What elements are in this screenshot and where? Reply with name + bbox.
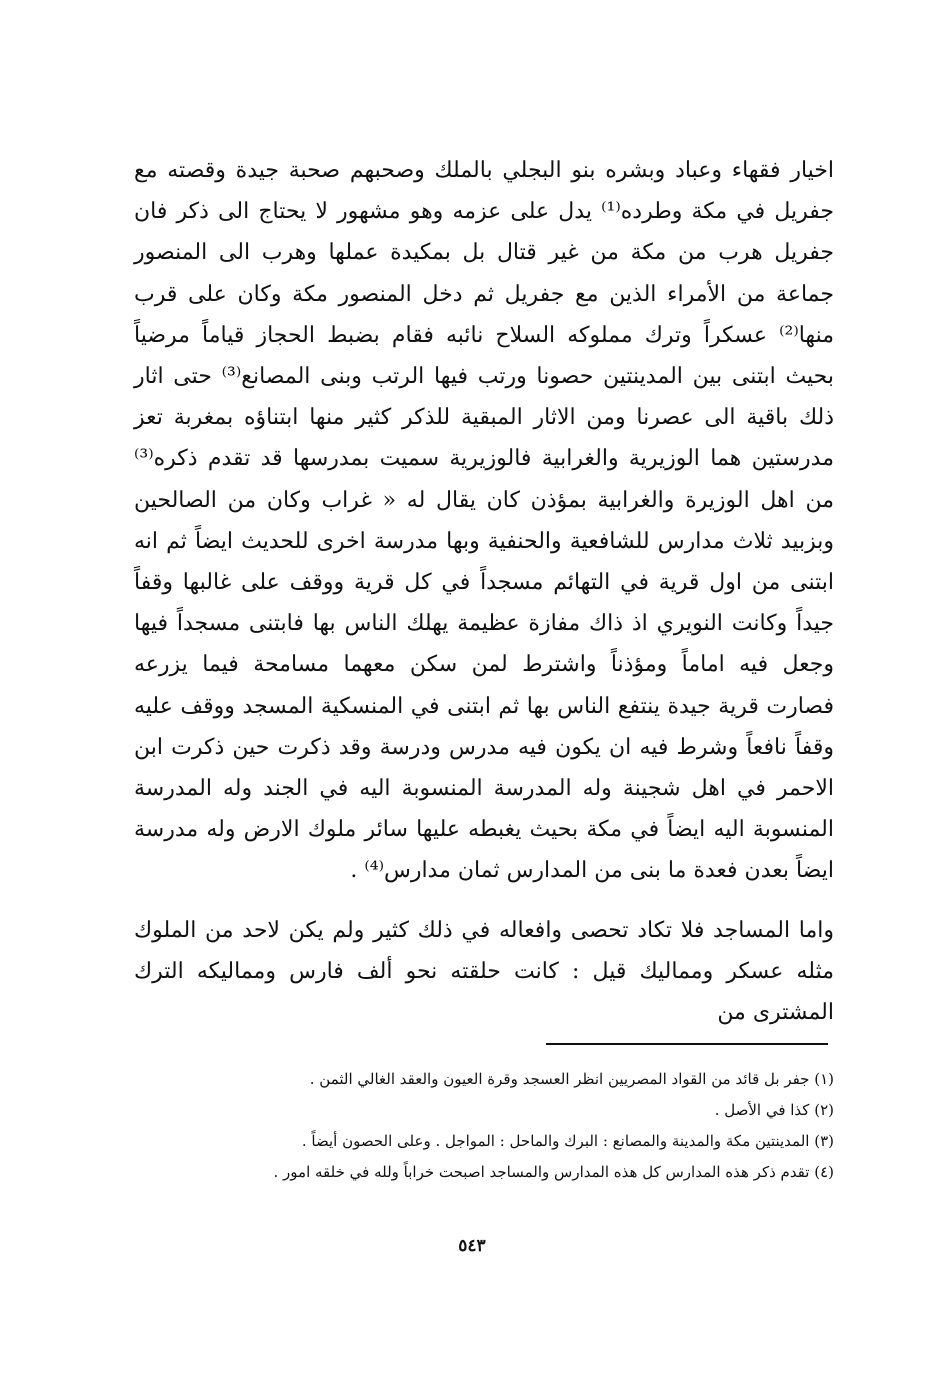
body-paragraph: اخيار فقهاء وعباد وبشره بنو البجلي بالملك وصحبهم صحبة جيدة وقصته مع جفريل في مكة وطرده⁽¹⁾ يدل على عزمه وهو مشهور لا يحتاج الى ذكر فان جفريل هرب من مكة من غير قتال بل بمكيدة عملها وهرب الى المنصور جماعة من الأمراء الذين مع جفريل ثم دخل المنصور مكة وكان على قرب منها⁽²⁾ عسكراً وترك مملوكه السلاح نائبه فقام بضبط الحجاز قياماً مرضياً بحيث ابتنى بين المدينتين حصونا ورتب فيها الرتب وبنى المصانع⁽³⁾ حتى اثار ذلك باقية الى عصرنا ومن الاثار المبقية للذكر كثير منها ابتناؤه بمغربة تعز مدرستين هما الوزيرية والغرابية فالوزيرية سميت بمدرسها قد تقدم ذكره⁽³⁾ من اهل الوزيرة والغرابية بمؤذن كان يقال له « غراب وكان من الصالحين وبزبيد ثلاث مدارس للشافعية والحنفية وبها مدرسة اخرى للحديث ايضاً ثم انه ابتنى من اول قرية في التهائم مسجداً في كل قرية ووقف على غالبها وقفاً جيداً وكانت النويري اذ ذاك مفازة عظيمة يهلك الناس بها فابتنى مسجداً فيها وجعل فيه اماماً ومؤذناً واشترط لمن سكن معهما مسامحة فيما يزرعه فصارت قرية جيدة ينتفع الناس بها ثم ابتنى في المنسكية المسجد ووقف عليه وقفاً نافعاً وشرط فيه ان يكون فيه مدرس ودرسة وقد ذكرت حين ذكرت ابن الاحمر في اهل شجينة وله المدرسة المنسوبة اليه في الجند وله المدرسة المنسوبة اليه ايضاً في مكة بحيث يغبطه عليها سائر ملوك الارض وله مدرسة ايضاً بعدن فعدة ما بنى من المدارس ثمان مدارس⁽⁴⁾ . — [134, 158, 835, 884]
page-number: ٥٤٣ — [458, 1236, 486, 1256]
footnote: (١) جفر بل قائد من القواد المصريين انظر العسجد وقرة العيون والعقد الغالي الثمن . — [309, 1070, 834, 1088]
footnote: (٣) المدينتين مكة والمدينة والمصانع : البرك والماحل : المواجل . وعلى الحصون أيضاً . — [301, 1132, 834, 1150]
footnote: (٢) كذا في الأصل . — [714, 1101, 834, 1119]
footnote: (٤) تقدم ذكر هذه المدارس كل هذه المدارس والمساجد اصبحت خراباً ولله في خلقه امور . — [273, 1163, 834, 1181]
body-paragraph: واما المساجد فلا تكاد تحصى وافعاله في ذلك كثير ولم يكن لاحد من الملوك مثله عسكر ومماليك قيل : كانت حلقته نحو ألف فارس ومماليكه الترك المشترى من — [134, 917, 834, 1026]
footnotes — [134, 1064, 834, 1188]
footnote-separator — [546, 1043, 828, 1045]
main-text — [134, 150, 834, 1033]
